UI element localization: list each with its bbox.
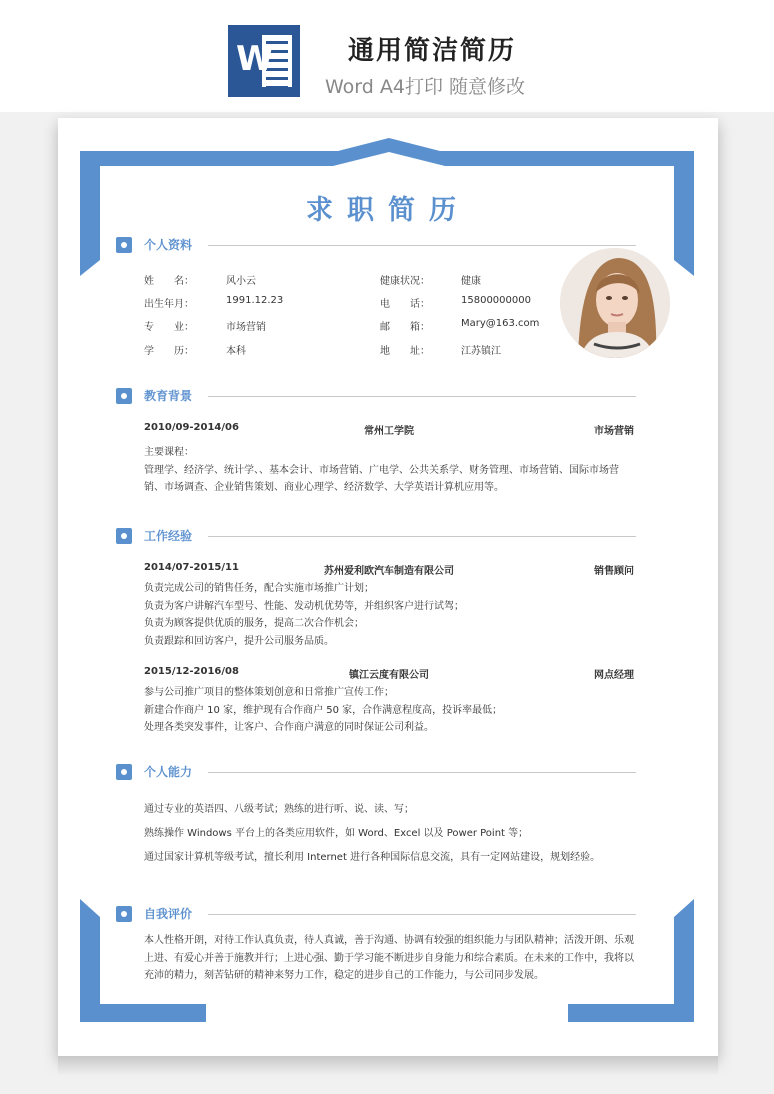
section-self-evaluation-label: 自我评价 — [144, 907, 193, 921]
field-label: 专 业： — [144, 322, 194, 333]
section-personal-label: 个人资料 — [144, 238, 193, 252]
job-position: 网点经理 — [594, 670, 634, 681]
courses-label: 主要课程： — [144, 447, 194, 458]
skill-item: 通过专业的英语四、八级考试；熟练的进行听、说、读、写； — [144, 804, 414, 815]
resume-title: 求职简历 — [306, 195, 470, 226]
field-label: 健康状况： — [380, 276, 430, 287]
job-company: 镇江云度有限公司 — [349, 670, 429, 681]
field-value: 本科 — [226, 346, 246, 357]
field-value: Mary@163.com — [461, 318, 540, 329]
self-evaluation-text: 本人性格开朗，对待工作认真负责，待人真诚，善于沟通、协调有较强的组织能力与团队精神；活泼开朗、乐观上进、有爱心并善于施教并行；上进心强、勤于学习能不断进步自身能力和综合素质。在未来的工作中，我将以充沛的精力，刻苦钻研的精神来努力工作，稳定的进步自己的工作能力，与公司同步发展。 — [144, 935, 634, 981]
education-date: 2010/09-2014/06 — [144, 422, 239, 433]
field-value: 15800000000 — [461, 295, 531, 306]
field-label: 出生年月： — [144, 299, 194, 310]
duty-line: 负责为顾客提供优质的服务，提高二次合作机会； — [144, 618, 364, 629]
duty-line: 负责跟踪和回访客户，提升公司服务品质。 — [144, 635, 334, 647]
job-position: 销售顾问 — [594, 566, 634, 577]
job-row — [144, 562, 634, 578]
field-label: 地 址： — [380, 346, 430, 357]
resume-page — [58, 118, 718, 1056]
field-value: 1991.12.23 — [226, 295, 284, 306]
field-value: 健康 — [461, 276, 481, 287]
job-row — [144, 666, 634, 682]
field-label: 学 历： — [144, 346, 194, 357]
job-duties — [144, 580, 638, 650]
education-school: 常州工学院 — [364, 426, 414, 437]
section-personal — [116, 235, 636, 255]
section-divider — [208, 536, 636, 537]
skill-item: 熟练操作 Windows 平台上的各类应用软件，如 Word、Excel 以及 Power Point 等； — [144, 828, 529, 839]
banner-title: 通用简洁简历 — [348, 36, 517, 66]
courses-text: 管理学、经济学、统计学、、基本会计、市场营销、广电学、公共关系学、财务管理、市场营销、国际市场营销、市场调查、企业销售策划、商业心理学、经济数学、大学英语计算机应用等。 — [144, 464, 619, 493]
field-value: 市场营销 — [226, 322, 266, 333]
education-courses — [144, 444, 638, 497]
chat-bubble-icon — [116, 906, 132, 922]
section-education-label: 教育背景 — [144, 389, 193, 403]
section-divider — [208, 396, 636, 397]
person-icon — [116, 237, 132, 253]
field-label: 姓 名： — [144, 276, 194, 287]
skills-list — [144, 798, 638, 870]
education-major: 市场营销 — [594, 426, 634, 437]
field-value: 风小云 — [226, 276, 256, 287]
job-duties — [144, 684, 638, 737]
duty-line: 参与公司推广项目的整体策划创意和日常推广宣传工作； — [144, 687, 394, 698]
section-skills-label: 个人能力 — [144, 765, 193, 779]
job-company: 苏州爱利欧汽车制造有限公司 — [324, 566, 454, 577]
section-work — [116, 526, 636, 546]
graduation-cap-icon — [116, 388, 132, 404]
section-divider — [208, 245, 636, 246]
duty-line: 负责完成公司的销售任务，配合实施市场推广计划； — [144, 583, 374, 594]
section-divider — [208, 914, 636, 915]
education-row — [144, 422, 634, 438]
job-date: 2015/12-2016/08 — [144, 666, 239, 677]
section-divider — [208, 772, 636, 773]
banner-subtitle: Word A4打印 随意修改 — [325, 76, 526, 98]
section-education — [116, 386, 636, 406]
duty-line: 负责为客户讲解汽车型号、性能、发动机优势等，并组织客户进行试驾； — [144, 600, 464, 612]
section-self-evaluation — [116, 904, 636, 924]
duty-line: 处理各类突发事件，让客户、合作商户满意的同时保证公司利益。 — [144, 722, 434, 733]
skill-item: 通过国家计算机等级考试，擅长利用 Internet 进行各种国际信息交流，具有一定网站建设，规划经验。 — [144, 852, 601, 863]
paper-shadow — [58, 1056, 718, 1076]
top-banner — [0, 0, 774, 112]
people-icon — [116, 764, 132, 780]
briefcase-icon — [116, 528, 132, 544]
avatar-photo — [560, 248, 670, 358]
section-skills — [116, 762, 636, 782]
field-label: 电 话： — [380, 299, 430, 310]
section-work-label: 工作经验 — [144, 529, 193, 543]
duty-line: 新建合作商户 10 家，维护现有合作商户 50 家，合作满意程度高，投诉率最低； — [144, 704, 503, 716]
job-date: 2014/07-2015/11 — [144, 562, 239, 573]
word-app-icon: W — [228, 25, 300, 97]
field-value: 江苏镇江 — [461, 346, 501, 357]
field-label: 邮 箱： — [380, 322, 430, 333]
